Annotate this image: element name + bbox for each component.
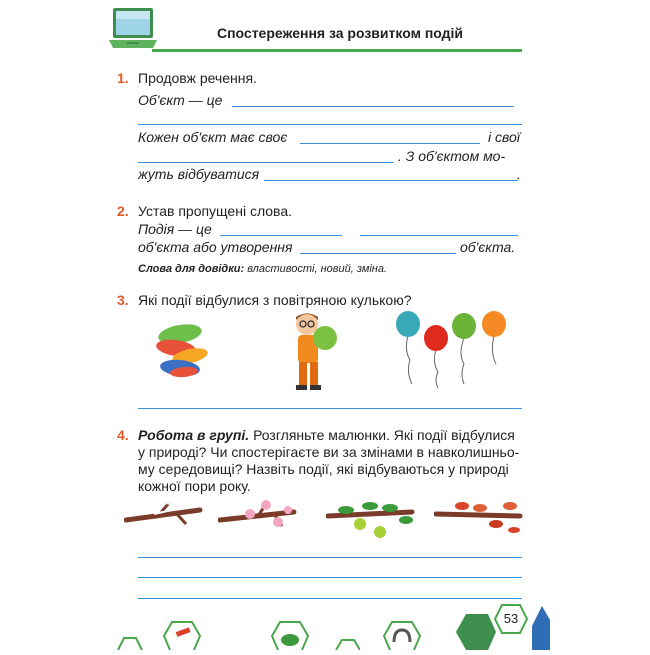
- hint-label: Слова для довідки:: [138, 263, 245, 275]
- task-1-line4-text: . З об'єктом мо-: [398, 148, 506, 164]
- task-1-line5-text: жуть відбуватися: [138, 166, 260, 182]
- task-4-number: 4.: [117, 427, 129, 443]
- task-4-bold: Робота в групі.: [138, 427, 250, 443]
- wifi-hex-icon: [330, 636, 360, 650]
- task-2-number: 2.: [117, 203, 129, 219]
- task-1-line5-end: .: [517, 166, 521, 182]
- answer-line[interactable]: [220, 235, 342, 236]
- answer-line[interactable]: [264, 180, 518, 181]
- decor-hexagon: [110, 636, 150, 650]
- decor-dark-hexagon: [532, 606, 550, 650]
- laptop-icon: [107, 6, 159, 52]
- page-title: Спостереження за розвитком подій: [216, 25, 464, 41]
- task-3-number: 3.: [117, 292, 129, 308]
- answer-line[interactable]: [300, 253, 456, 254]
- branch-spring-icon: [218, 500, 298, 530]
- task-4-line4: кожної пори року.: [138, 478, 251, 494]
- decor-green-hexagon: [456, 604, 496, 650]
- branch-winter-icon: [124, 500, 204, 530]
- eraser-hex-icon: [270, 618, 310, 650]
- task-2-hint: [138, 263, 387, 275]
- task-4-text: [138, 427, 528, 495]
- answer-line[interactable]: [138, 598, 522, 599]
- answer-line[interactable]: [138, 408, 522, 409]
- answer-line[interactable]: [138, 557, 522, 558]
- task-4-line3: му середовищі? Назвіть події, які відбуваються у природі: [138, 461, 509, 477]
- task-2-text: Устав пропущені слова.: [138, 203, 293, 219]
- answer-line[interactable]: [138, 162, 394, 163]
- answer-line[interactable]: [360, 235, 518, 236]
- balloons-deflated-icon: [150, 320, 220, 380]
- answer-line[interactable]: [138, 577, 522, 578]
- task-1-number: 1.: [117, 70, 129, 86]
- task-4-line1: Розгляньте малюнки. Які події відбулися: [253, 427, 515, 443]
- headphones-hex-icon: [382, 618, 422, 650]
- task-2-line2-text: об'єкта або утворення: [138, 239, 293, 255]
- task-2-line1-text: Подія — це: [138, 221, 212, 237]
- task-1-line3-end: і свої: [488, 129, 520, 145]
- pencil-hex-icon: [162, 618, 202, 650]
- hint-words: властивості, новий, зміна.: [247, 263, 388, 275]
- task-3-text: Які події відбулися з повітряною кулькою?: [138, 292, 412, 308]
- title-underline: [152, 49, 522, 52]
- task-1-line3-text: Кожен об'єкт має своє: [138, 129, 288, 145]
- task-1-line1-text: Об'єкт — це: [138, 92, 223, 108]
- answer-line[interactable]: [138, 124, 522, 125]
- boy-inflating-balloon-icon: [283, 308, 343, 393]
- page-number-badge: [494, 604, 528, 634]
- task-4-line2: у природі? Чи спостерігаєте ви за змінами в навколишньо-: [138, 444, 520, 460]
- branch-autumn-icon: [434, 496, 524, 541]
- task-2-line2-end: об'єкта.: [460, 239, 516, 255]
- branch-summer-icon: [326, 496, 416, 541]
- task-1-text: Продовж речення.: [138, 70, 257, 86]
- answer-line[interactable]: [300, 143, 480, 144]
- page-number: 53: [503, 611, 519, 626]
- balloons-flying-icon: [392, 310, 512, 390]
- answer-line[interactable]: [232, 106, 514, 107]
